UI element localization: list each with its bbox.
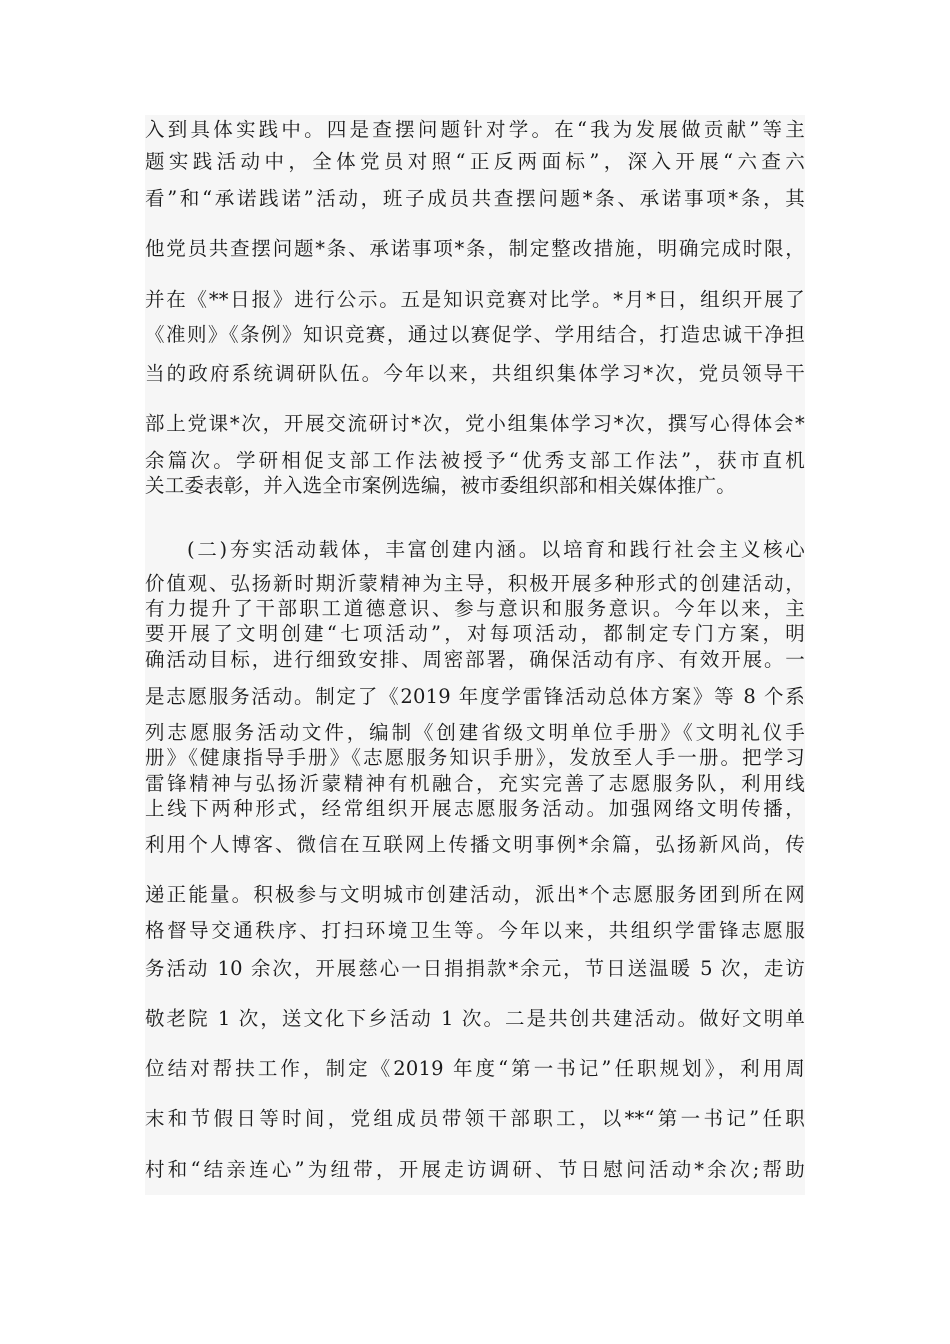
text-line: 有力提升了干部职工道德意识、参与意识和服务意识。今年以来，主 — [145, 597, 805, 620]
text-line: 余篇次。学研相促支部工作法被授予“优秀支部工作法”，获市直机 — [145, 449, 805, 472]
text-line: 上线下两种形式，经常组织开展志愿服务活动。加强网络文明传播， — [145, 797, 805, 820]
text-line: 看”和“承诺践诺”活动，班子成员共查摆问题*条、承诺事项*条，其 — [145, 187, 805, 210]
text-line: 部上党课*次，开展交流研讨*次，党小组集体学习*次，撰写心得体会* — [145, 412, 805, 435]
text-line: 位结对帮扶工作，制定《2019 年度“第一书记”任职规划》，利用周 — [145, 1057, 805, 1080]
text-line: 列志愿服务活动文件，编制《创建省级文明单位手册》《文明礼仪手 — [145, 721, 805, 744]
text-line: 末和节假日等时间，党组成员带领干部职工，以**“第一书记”任职 — [145, 1107, 805, 1130]
text-line: 他党员共查摆问题*条、承诺事项*条，制定整改措施，明确完成时限， — [145, 237, 805, 260]
text-line: 村和“结亲连心”为纽带，开展走访调研、节日慰问活动*余次;帮助 — [145, 1158, 805, 1181]
text-line: 是志愿服务活动。制定了《2019 年度学雷锋活动总体方案》等 8 个系 — [145, 685, 805, 708]
text-line: 务活动 10 余次，开展慈心一日捐捐款*余元，节日送温暖 5 次，走访 — [145, 957, 805, 980]
text-line: 并在《**日报》进行公示。五是知识竞赛对比学。*月*日，组织开展了 — [145, 288, 805, 311]
text-line: 《准则》《条例》知识竞赛，通过以赛促学、学用结合，打造忠诚干净担 — [145, 323, 805, 346]
text-line: 要开展了文明创建“七项活动”，对每项活动，都制定专门方案，明 — [145, 622, 805, 645]
text-line: 利用个人博客、微信在互联网上传播文明事例*余篇，弘扬新风尚，传 — [145, 833, 805, 856]
text-line: 价值观、弘扬新时期沂蒙精神为主导，积极开展多种形式的创建活动， — [145, 572, 805, 595]
text-line: 册》《健康指导手册》《志愿服务知识手册》，发放至人手一册。把学习 — [145, 746, 805, 769]
text-line: 格督导交通秩序、打扫环境卫生等。今年以来，共组织学雷锋志愿服 — [145, 919, 805, 942]
text-line: 当的政府系统调研队伍。今年以来，共组织集体学习*次，党员领导干 — [145, 362, 805, 385]
text-line: 确活动目标，进行细致安排、周密部署，确保活动有序、有效开展。一 — [145, 648, 805, 671]
text-line: 入到具体实践中。四是查摆问题针对学。在“我为发展做贡献”等主 — [145, 118, 805, 141]
text-line: 雷锋精神与弘扬沂蒙精神有机融合，充实完善了志愿服务队，利用线 — [145, 772, 805, 795]
paragraph-heading-line: (二)夯实活动载体，丰富创建内涵。以培育和践行社会主义核心 — [187, 538, 806, 561]
text-line: 题实践活动中，全体党员对照“正反两面标”，深入开展“六查六 — [145, 150, 805, 173]
text-line: 关工委表彰，并入选全市案例选编，被市委组织部和相关媒体推广。 — [145, 474, 737, 497]
text-line: 递正能量。积极参与文明城市创建活动，派出*个志愿服务团到所在网 — [145, 883, 805, 906]
text-line: 敬老院 1 次，送文化下乡活动 1 次。二是共创共建活动。做好文明单 — [145, 1007, 805, 1030]
